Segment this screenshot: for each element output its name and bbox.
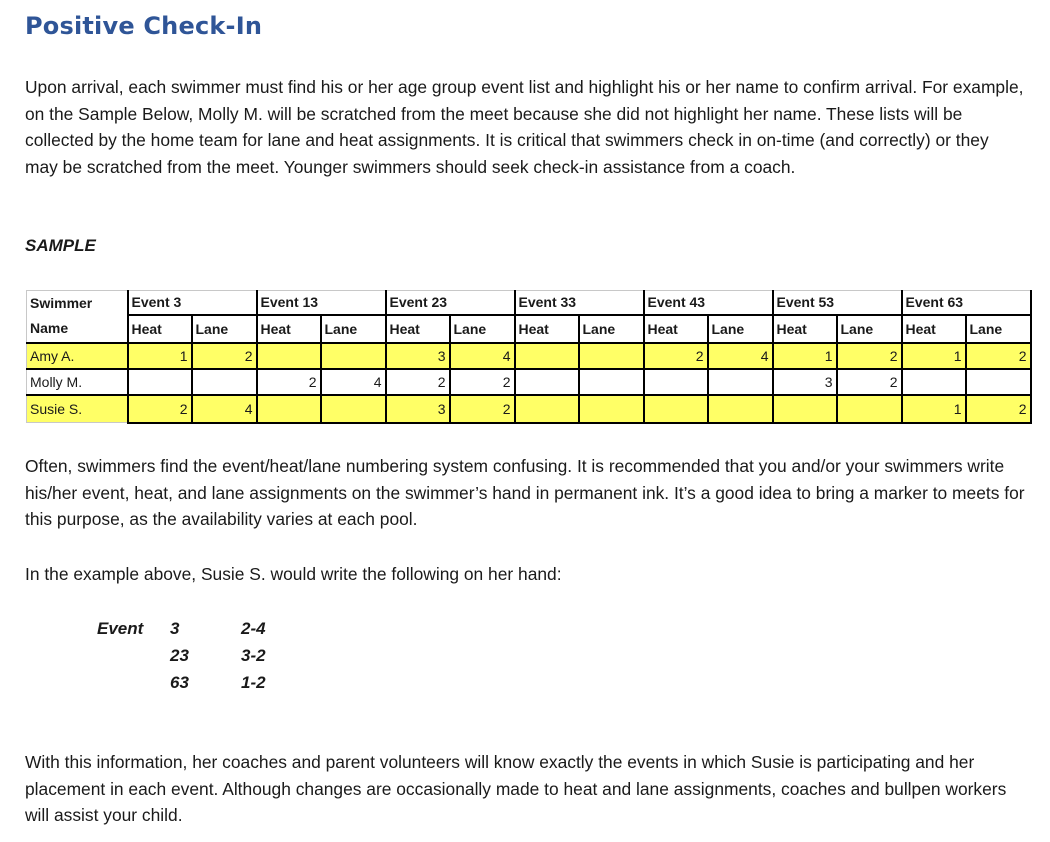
lane-cell: 4 — [450, 343, 515, 369]
lane-cell — [192, 369, 257, 395]
heat-header: Heat — [386, 315, 450, 343]
lane-cell: 2 — [966, 343, 1031, 369]
lane-cell: 2 — [192, 343, 257, 369]
heat-header: Heat — [773, 315, 837, 343]
heat-cell: 3 — [773, 369, 837, 395]
heat-cell — [515, 343, 579, 369]
lane-cell — [966, 369, 1031, 395]
hand-event-number: 63 — [170, 673, 189, 692]
lane-header: Lane — [579, 315, 644, 343]
lane-cell: 2 — [837, 343, 902, 369]
heat-cell: 1 — [773, 343, 837, 369]
lane-cell: 4 — [708, 343, 773, 369]
lane-header: Lane — [450, 315, 515, 343]
lane-cell: 4 — [192, 395, 257, 423]
swimmer-header: Swimmer — [27, 291, 128, 315]
heat-cell: 3 — [386, 343, 450, 369]
lane-cell — [579, 395, 644, 423]
lane-header: Lane — [837, 315, 902, 343]
heat-header: Heat — [128, 315, 192, 343]
hand-event-label: Event — [97, 619, 144, 638]
event-header: Event 63 — [902, 291, 1031, 315]
lane-cell — [708, 395, 773, 423]
intro-paragraph: Upon arrival, each swimmer must find his or her age group event list and highlight his or her name to confirm arrival. For example, on the Sample Below, Molly M. will be scratched from the meet because she did not highlight her name. These lists will be collected by the home team for lane and heat assignments. It is critical that swimmers check in on-time (and correctly) or they may be scratched from the meet. Younger swimmers should seek check-in assistance from a coach. — [25, 77, 1024, 177]
lane-header: Lane — [192, 315, 257, 343]
heat-cell: 1 — [128, 343, 192, 369]
heat-cell: 1 — [902, 343, 966, 369]
heat-cell: 2 — [128, 395, 192, 423]
lane-cell: 2 — [450, 395, 515, 423]
hand-heat-lane: 2-4 — [241, 619, 266, 638]
lane-cell — [579, 343, 644, 369]
lane-header: Lane — [321, 315, 386, 343]
heat-cell — [644, 369, 708, 395]
heat-cell — [773, 395, 837, 423]
heat-cell — [257, 343, 321, 369]
swimmer-name: Molly M. — [27, 369, 128, 395]
table-row — [27, 343, 1031, 369]
swimmer-name: Amy A. — [27, 343, 128, 369]
heat-header: Heat — [902, 315, 966, 343]
heat-cell — [515, 369, 579, 395]
table-header-heat-lane — [27, 315, 1031, 343]
lane-cell — [837, 395, 902, 423]
page-title: Positive Check-In — [25, 12, 263, 40]
heat-cell — [128, 369, 192, 395]
heat-cell: 2 — [644, 343, 708, 369]
event-header: Event 13 — [257, 291, 386, 315]
heat-cell — [257, 395, 321, 423]
event-header: Event 53 — [773, 291, 902, 315]
lane-header: Lane — [966, 315, 1031, 343]
heat-header: Heat — [515, 315, 579, 343]
heat-header: Heat — [257, 315, 321, 343]
hand-event-number: 3 — [170, 619, 180, 638]
event-header: Event 43 — [644, 291, 773, 315]
swimmer-name: Susie S. — [27, 395, 128, 423]
table-row — [27, 395, 1031, 423]
lane-cell: 2 — [966, 395, 1031, 423]
hand-event-number: 23 — [170, 646, 189, 665]
lane-cell — [708, 369, 773, 395]
lane-cell — [579, 369, 644, 395]
example-paragraph: In the example above, Susie S. would write the following on her hand: — [25, 564, 562, 584]
event-header: Event 3 — [128, 291, 257, 315]
lane-cell: 2 — [837, 369, 902, 395]
lane-cell — [321, 395, 386, 423]
lane-header: Lane — [708, 315, 773, 343]
event-header: Event 33 — [515, 291, 644, 315]
sample-check-in-table — [26, 290, 1032, 424]
event-header: Event 23 — [386, 291, 515, 315]
heat-cell: 3 — [386, 395, 450, 423]
lane-cell: 2 — [450, 369, 515, 395]
heat-cell — [644, 395, 708, 423]
heat-cell: 2 — [386, 369, 450, 395]
table-header-events — [27, 291, 1031, 315]
numbering-paragraph: Often, swimmers find the event/heat/lane numbering system confusing. It is recommended that you and/or your swimmers write his/her event, heat, and lane assignments on the swimmer’s hand in permanent ink. It’s a good idea to bring a marker to meets for this purpose, as the availability varies at each pool. — [25, 456, 1025, 529]
hand-heat-lane: 1-2 — [241, 673, 266, 692]
lane-cell — [321, 343, 386, 369]
heat-cell: 2 — [257, 369, 321, 395]
lane-cell: 4 — [321, 369, 386, 395]
heat-cell — [515, 395, 579, 423]
table-row — [27, 369, 1031, 395]
hand-heat-lane-list — [241, 615, 266, 696]
name-header: Name — [27, 315, 128, 343]
heat-cell — [902, 369, 966, 395]
heat-cell: 1 — [902, 395, 966, 423]
hand-heat-lane: 3-2 — [241, 646, 266, 665]
hand-event-list — [170, 615, 189, 696]
heat-header: Heat — [644, 315, 708, 343]
closing-paragraph: With this information, her coaches and parent volunteers will know exactly the events in which Susie is participating and her placement in each event. Although changes are occasionally made to heat and lane assignments, coaches and bullpen workers will assist your child. — [25, 752, 1007, 825]
sample-heading: SAMPLE — [25, 236, 96, 255]
